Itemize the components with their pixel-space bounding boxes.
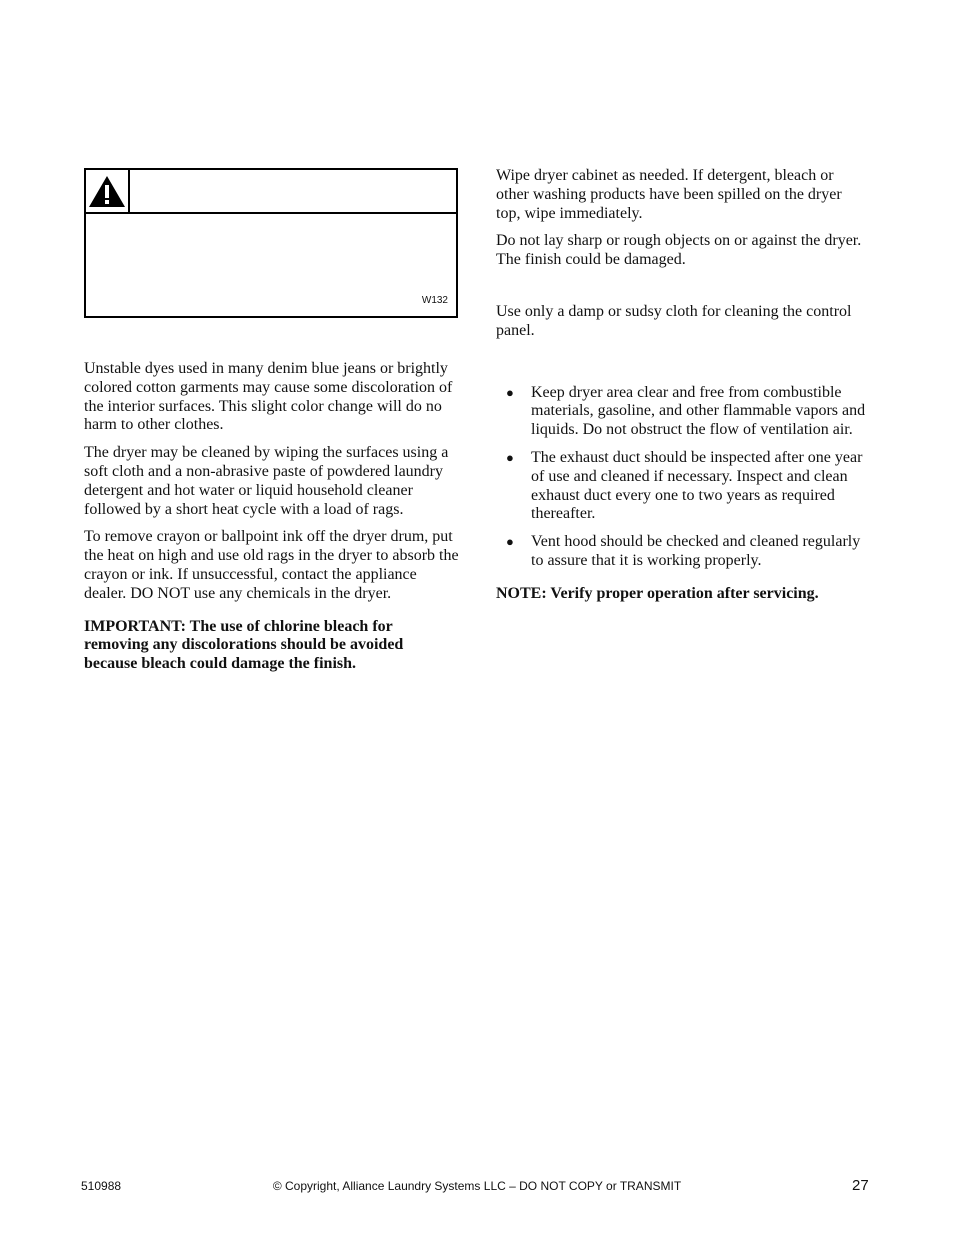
warning-code: W132 (421, 295, 448, 306)
important-note: IMPORTANT: The use of chlorine bleach for removing any discolorations should be avoided because bleach could damage the finish. (84, 617, 404, 673)
warning-header (86, 170, 456, 214)
paragraph-crayon: To remove crayon or ballpoint ink off the dryer drum, put the heat on high and use old rags in the dryer to absorb the crayon or ink. If unsuccessful, contact the appliance dealer. DO NOT use any chemicals in the dryer. (84, 528, 459, 602)
right-column (496, 167, 870, 613)
list-item-text: The exhaust duct should be inspected after one year of use and cleaned if necessary. Inspect and clean exhaust duct every one to two years as required thereafter. (531, 448, 863, 523)
paragraph-cabinet: Wipe dryer cabinet as needed. If detergent, bleach or other washing products have been spilled on the dryer top, wipe immediately. (496, 167, 842, 222)
paragraph-cleaning: The dryer may be cleaned by wiping the surfaces using a soft cloth and a non-abrasive paste of powdered laundry detergent and hot water or liquid household cleaner followed by a short heat cycle with a load of rags. (84, 444, 449, 518)
left-column (84, 168, 460, 683)
paragraph-dyes: Unstable dyes used in many denim blue jeans or brightly colored cotton garments may cause some discoloration of the interior surfaces. This slight color change will do no harm to other clothes. (84, 360, 453, 434)
bullet-icon: ● (506, 534, 514, 550)
list-item-text: Vent hood should be checked and cleaned regularly to assure that it is working properly. (531, 533, 861, 569)
warning-box (84, 168, 458, 318)
paragraph-sharp-objects: Do not lay sharp or rough objects on or against the dryer. The finish could be damaged. (496, 232, 862, 269)
list-item (496, 384, 870, 440)
servicing-note: NOTE: Verify proper operation after servicing. (496, 584, 819, 602)
page-footer (0, 1177, 954, 1197)
warning-triangle-icon (88, 174, 126, 208)
document-number: 510988 (81, 1179, 122, 1193)
list-item (496, 533, 870, 571)
list-item-text: Keep dryer area clear and free from combustible materials, gasoline, and other flammable vapors and liquids. Do not obstruct the flow of ventilation air. (531, 383, 866, 439)
copyright-notice: © Copyright, Alliance Laundry Systems LLC – DO NOT COPY or TRANSMIT (272, 1179, 682, 1193)
warning-icon-cell (86, 170, 130, 212)
list-item (496, 449, 870, 524)
paragraph-control-panel: Use only a damp or sudsy cloth for cleaning the control panel. (496, 302, 852, 339)
bullet-icon: ● (506, 449, 514, 465)
page-number: 27 (852, 1177, 869, 1194)
bullet-icon: ● (506, 384, 514, 400)
maintenance-bullets (496, 384, 870, 571)
